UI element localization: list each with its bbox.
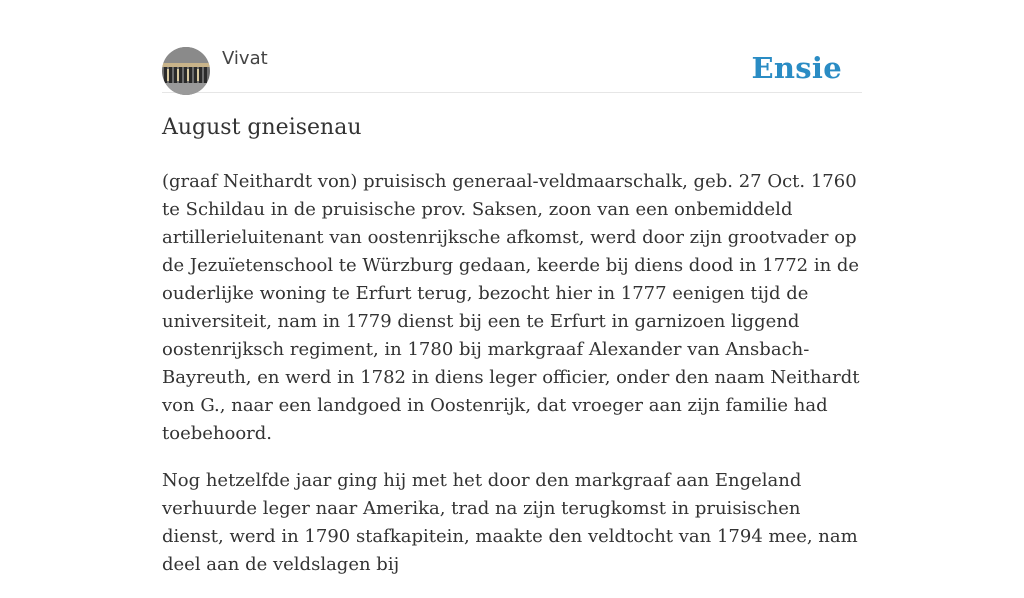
header xyxy=(162,46,862,93)
source-name[interactable]: Vivat xyxy=(222,48,268,69)
brand-logo[interactable]: Ensie xyxy=(751,51,842,85)
article-body xyxy=(162,168,867,598)
article-paragraph: Nog hetzelfde jaar ging hij met het door den markgraaf aan Engeland verhuurde leger naar Amerika, trad na zijn terugkomst in pruisischen dienst, werd in 1790 stafkapitein, maakte den veldtocht van 1794 mee, nam deel aan de veldslagen bij xyxy=(162,470,858,575)
article-title: August gneisenau xyxy=(162,115,362,140)
article-paragraph: (graaf Neithardt von) pruisisch generaal-veldmaarschalk, geb. 27 Oct. 1760 te Schildau in de pruisische prov. Saksen, zoon van een onbemiddeld artillerieluitenant van oostenrijksche afkomst, werd door zijn grootvader op de Jezuïetenschool te Würzburg gedaan, keerde bij diens dood in 1772 in de ouderlijke woning te Erfurt terug, bezocht hier in 1777 eenigen tijd de universiteit, nam in 1779 dienst bij een te Erfurt in garnizoen liggend oostenrijksch regiment, in 1780 bij markgraaf Alexander van Ansbach-Bayreuth, en werd in 1782 in diens leger officier, onder den naam Neithardt von G., naar een landgoed in Oostenrijk, dat vroeger aan zijn familie had toebehoord. xyxy=(162,171,860,444)
bookshelf-avatar-icon[interactable] xyxy=(162,47,210,95)
